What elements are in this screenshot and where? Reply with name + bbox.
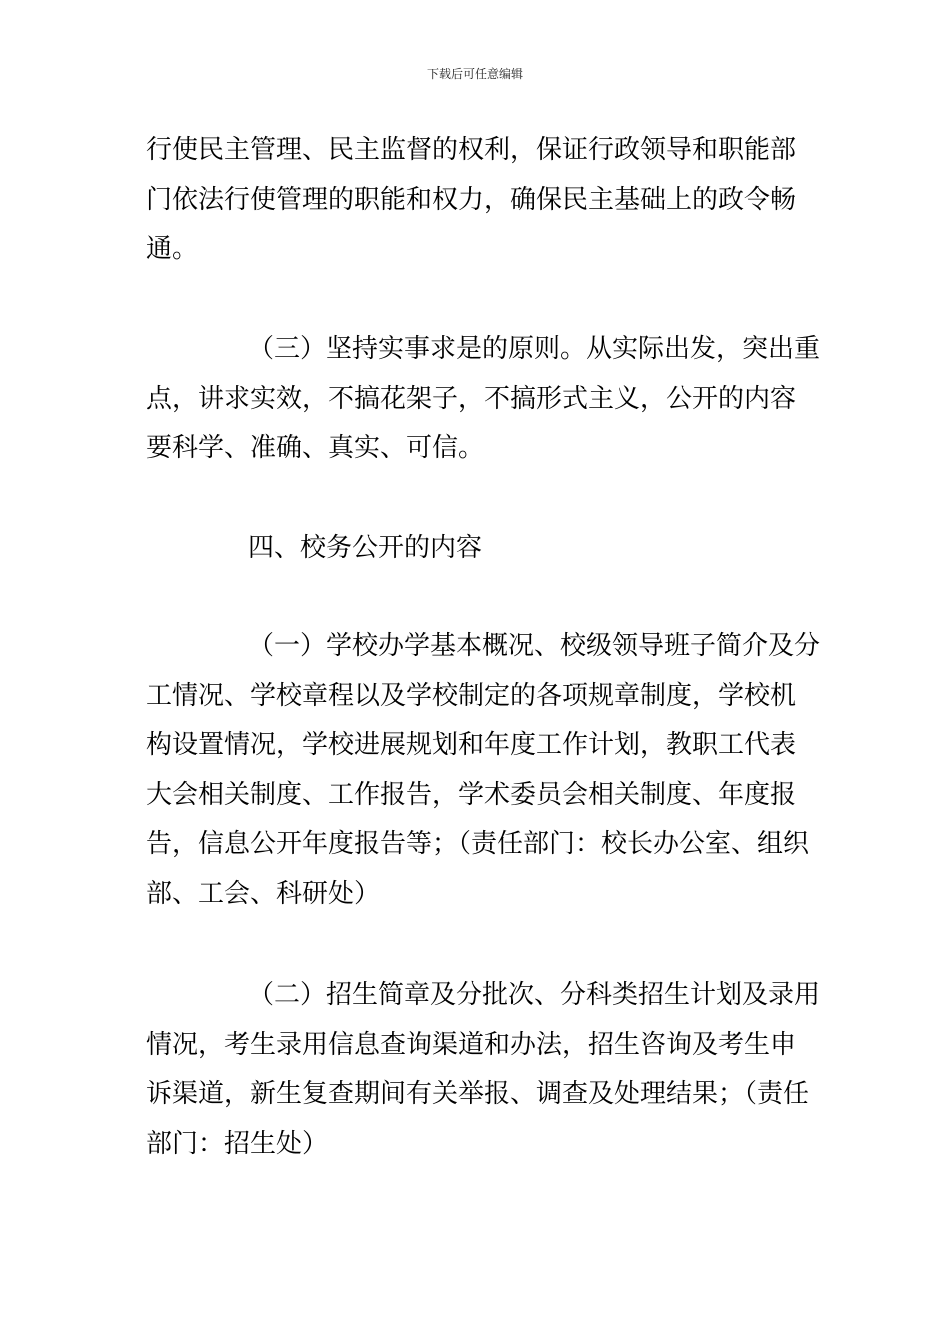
text-line: 通。 — [146, 234, 199, 264]
section-heading-four — [146, 524, 806, 574]
text-line: 诉渠道，新生复查期间有关举报、调查及处理结果；（责任 — [146, 1079, 810, 1109]
text-line: 工情况、学校章程以及学校制定的各项规章制度，学校机 — [146, 680, 797, 711]
text-line: 点，讲求实效，不搞花架子，不搞形式主义，公开的内容 — [146, 383, 797, 414]
text-line: 部、工会、科研处） — [146, 878, 381, 909]
text-line: 要科学、准确、真实、可信。 — [146, 433, 485, 463]
text-line: 部门：招生处） — [146, 1128, 329, 1159]
paragraph-content-one — [146, 622, 821, 919]
text-line: 情况，考生录用信息查询渠道和办法，招生咨询及考生申 — [146, 1029, 797, 1060]
text-line: （三）坚持实事求是的原则。从实际出发，突出重 — [248, 334, 821, 364]
text-line: （一）学校办学基本概况、校级领导班子简介及分 — [248, 631, 821, 661]
text-line: 行使民主管理、民主监督的权利，保证行政领导和职能部 — [146, 135, 797, 165]
paragraph-democratic-rights — [146, 126, 806, 275]
paragraph-principle-three — [146, 325, 821, 474]
text-line: 门依法行使管理的职能和权力，确保民主基础上的政令畅 — [146, 184, 797, 215]
text-line: （二）招生简章及分批次、分科类招生计划及录用 — [248, 980, 821, 1010]
text-line: 告，信息公开年度报告等；（责任部门：校长办公室、组织 — [146, 829, 810, 859]
text-line: 大会相关制度、工作报告，学术委员会相关制度、年度报 — [146, 779, 797, 810]
text-line: 构设置情况，学校进展规划和年度工作计划，教职工代表 — [146, 730, 797, 760]
page-header: 下载后可任意编辑 — [426, 67, 523, 81]
section-heading: 四、校务公开的内容 — [248, 533, 483, 563]
paragraph-content-two — [146, 971, 821, 1169]
